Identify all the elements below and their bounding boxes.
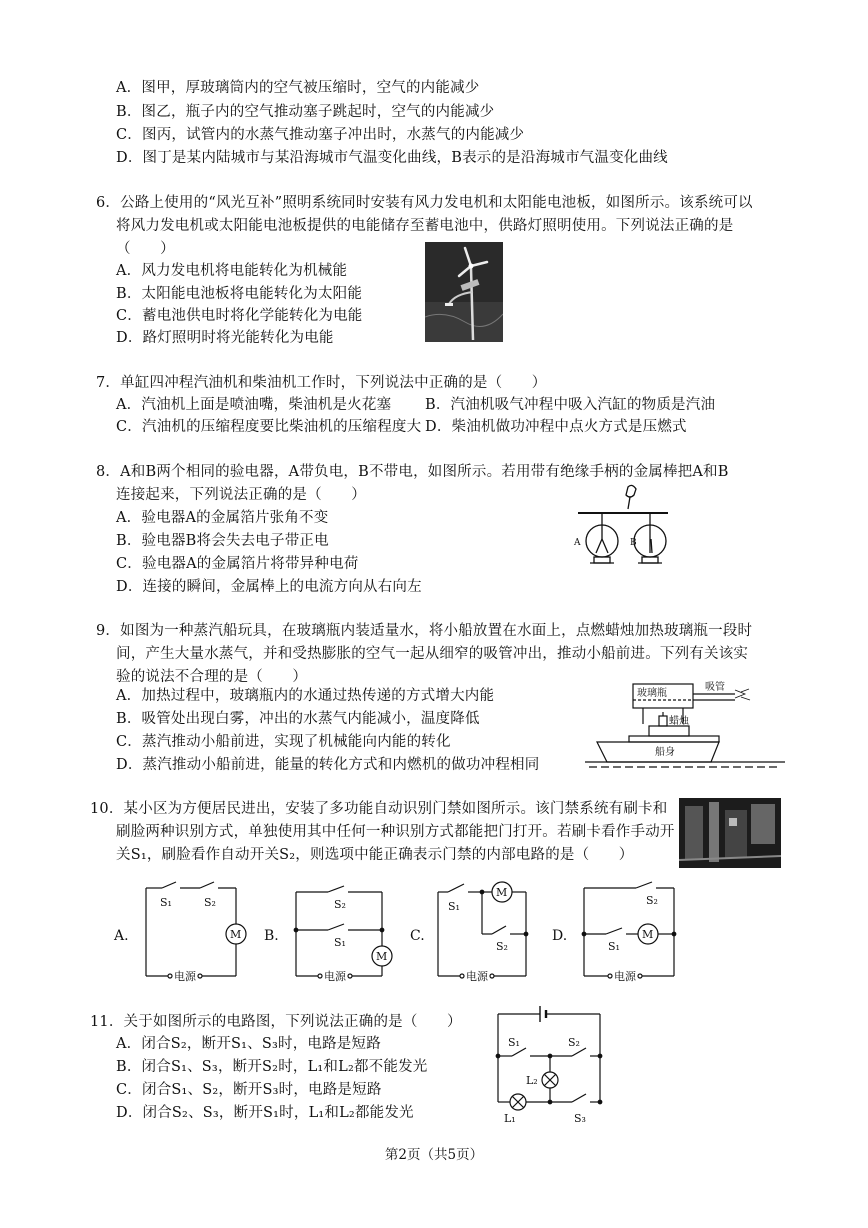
q8-option-b: B．验电器B将会失去电子带正电 [116,533,329,549]
steam-boat-diagram [585,678,785,774]
q7-option-a: A．汽油机上面是喷油嘴，柴油机是火花塞 [116,397,392,413]
q10-a-motor: M [230,928,242,941]
electroscope-a-label: A [574,538,581,548]
q10-circuit-d [550,880,690,990]
q11-option-c: C．闭合S₁、S₂，断开S₃时，电路是短路 [116,1082,382,1098]
q7-option-d: D．柴油机做功冲程中点火方式是压燃式 [425,419,687,435]
q10-c-motor: M [496,886,508,899]
electroscope-diagram [570,483,676,579]
q10-a-s2: S₂ [204,896,216,909]
wind-solar-lamp-photo [425,242,503,342]
q10-circuit-a [110,880,250,990]
q9-option-d: D．蒸汽推动小船前进，能量的转化方式和内燃机的做功冲程相同 [116,757,540,773]
q10-a-power: 电源 [174,970,196,983]
q10-c-s2: S₂ [496,940,508,953]
electroscope-b-label: B [630,538,637,548]
q10-b-s2: S₂ [334,898,346,911]
q11-s1-label: S₁ [508,1036,520,1049]
q6-stem-line1: 6．公路上使用的“风光互补”照明系统同时安装有风力发电机和太阳能电池板，如图所示。该系统可以 [96,195,753,211]
q10-circuit-b [258,880,398,990]
q10-option-a-label: A. [114,928,129,944]
q11-option-a: A．闭合S₂，断开S₁、S₃时，电路是短路 [116,1036,381,1052]
q9-stem-line3: 验的说法不合理的是（ ） [116,669,308,685]
q7-stem: 7．单缸四冲程汽油机和柴油机工作时，下列说法中正确的是（ ） [96,375,547,391]
q10-stem-line3: 关S₁，刷脸看作自动开关S₂，则选项中能正确表示门禁的内部电路的是（ ） [116,847,634,863]
q6-option-c: C．蓄电池供电时将化学能转化为电能 [116,308,363,324]
q10-c-s1: S₁ [448,900,460,913]
bottle-label: 玻璃瓶 [637,688,667,699]
straw-label: 吸管 [705,682,725,693]
q10-d-motor: M [642,928,654,941]
q9-stem-line1: 9．如图为一种蒸汽船玩具，在玻璃瓶内装适量水，将小船放置在水面上，点燃蜡烛加热玻璃瓶一段时 [96,623,753,639]
q10-d-power: 电源 [614,970,636,983]
q10-stem-line2: 刷脸两种识别方式，单独使用其中任何一种识别方式都能把门打开。若刷卡看作手动开 [116,824,675,840]
q5-option-a: A．图甲，厚玻璃筒内的空气被压缩时，空气的内能减少 [116,80,480,96]
page-footer: 第2页（共5页） [384,1147,484,1163]
q8-stem-line1: 8．A和B两个相同的验电器，A带负电，B不带电，如图所示。若用带有绝缘手柄的金属棒把A和B [96,464,729,480]
q6-stem-line2: 将风力发电机或太阳能电池板提供的电能储存至蓄电池中，供路灯照明使用。下列说法正确的是 [116,218,734,234]
q8-option-c: C．验电器A的金属箔片将带异种电荷 [116,556,359,572]
q9-option-c: C．蒸汽推动小船前进，实现了机械能向内能的转化 [116,734,451,750]
q6-answer-bracket: （ ） [116,241,175,257]
hull-label: 船身 [655,747,675,758]
q6-option-d: D．路灯照明时将光能转化为电能 [116,330,334,346]
q6-option-b: B．太阳能电池板将电能转化为太阳能 [116,286,363,302]
q7-option-b: B．汽油机吸气冲程中吸入汽缸的物质是汽油 [425,397,716,413]
q8-option-d: D．连接的瞬间，金属棒上的电流方向从右向左 [116,579,422,595]
q10-a-s1: S₁ [160,896,172,909]
q5-option-c: C．图丙，试管内的水蒸气推动塞子冲出时，水蒸气的内能减少 [116,127,525,143]
q8-option-a: A．验电器A的金属箔片张角不变 [116,510,329,526]
q5-option-b: B．图乙，瓶子内的空气推动塞子跳起时，空气的内能减少 [116,104,495,120]
q11-circuit-diagram [488,1000,610,1128]
q10-b-power: 电源 [324,970,346,983]
q10-d-s1: S₁ [608,940,620,953]
q10-option-c-label: C. [410,928,425,944]
q10-b-s1: S₁ [334,936,346,949]
q11-stem: 11．关于如图所示的电路图，下列说法正确的是（ ） [90,1014,462,1030]
q10-c-power: 电源 [466,970,488,983]
q9-option-a: A．加热过程中，玻璃瓶内的水通过热传递的方式增大内能 [116,688,495,704]
q10-circuit-c [408,880,548,990]
q8-stem-line2: 连接起来，下列说法正确的是（ ） [116,487,366,503]
q10-b-motor: M [376,950,388,963]
q5-option-d: D．图丁是某内陆城市与某沿海城市气温变化曲线，B表示的是沿海城市气温变化曲线 [116,150,668,166]
q9-option-b: B．吸管处出现白雾，冲出的水蒸气内能减小，温度降低 [116,711,480,727]
q10-option-d-label: D. [552,928,568,944]
q11-s3-label: S₃ [574,1112,586,1125]
q10-stem-line1: 10．某小区为方便居民进出，安装了多功能自动识别门禁如图所示。该门禁系统有刷卡和 [90,801,668,817]
q11-l1-label: L₁ [504,1112,516,1125]
q11-option-b: B．闭合S₁、S₃，断开S₂时，L₁和L₂都不能发光 [116,1059,428,1075]
q10-d-s2: S₂ [646,894,658,907]
q7-option-c: C．汽油机的压缩程度要比柴油机的压缩程度大 [116,419,422,435]
q11-option-d: D．闭合S₂、S₃，断开S₁时，L₁和L₂都能发光 [116,1105,414,1121]
q11-l2-label: L₂ [526,1074,538,1087]
q10-option-b-label: B. [264,928,279,944]
q6-option-a: A．风力发电机将电能转化为机械能 [116,263,348,279]
candle-label: 蜡烛 [669,716,689,727]
q9-stem-line2: 间，产生大量水蒸气，并和受热膨胀的空气一起从细窄的吸管冲出，推动小船前进。下列有关该实 [116,646,749,662]
q11-s2-label: S₂ [568,1036,580,1049]
access-gate-photo [679,798,781,868]
